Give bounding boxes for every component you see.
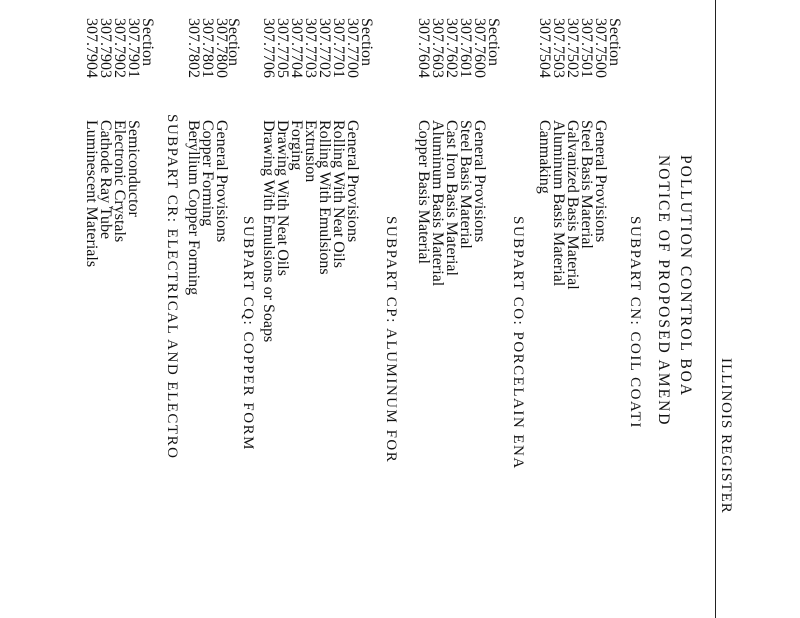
section-title: General Provisions bbox=[213, 120, 230, 243]
section-number: 307.7600 bbox=[471, 18, 488, 78]
section-title: Aluminum Basis Material bbox=[429, 120, 446, 287]
section-number: 307.7801 bbox=[199, 18, 216, 78]
section-title: Cathode Ray Tube bbox=[97, 120, 114, 240]
section-title: General Provisions bbox=[471, 120, 488, 243]
subpart-co-heading: SUBPART CO: PORCELAIN ENA bbox=[510, 216, 526, 470]
section-number: 307.7604 bbox=[415, 18, 432, 78]
section-number: 307.7903 bbox=[97, 18, 114, 78]
header-rule bbox=[715, 0, 716, 618]
section-title: Canmaking bbox=[536, 120, 553, 194]
subpart-cr-heading: SUBPART CR: ELECTRICAL AND ELECTRO bbox=[164, 114, 180, 460]
section-number: 307.7704 bbox=[288, 18, 305, 78]
section-number: 307.7500 bbox=[592, 18, 609, 78]
section-number: 307.7902 bbox=[111, 18, 128, 78]
section-title: Rolling With Emulsions bbox=[316, 120, 333, 275]
section-number: 307.7705 bbox=[274, 18, 291, 78]
section-title: General Provisions bbox=[592, 120, 609, 243]
section-number: 307.7703 bbox=[302, 18, 319, 78]
section-number: 307.7602 bbox=[443, 18, 460, 78]
subpart-cq-heading: SUBPART CQ: COPPER FORM bbox=[240, 216, 256, 451]
section-title: Electronic Crystals bbox=[111, 120, 128, 243]
section-title: Forging bbox=[288, 120, 305, 171]
section-title: Extrusion bbox=[302, 120, 319, 183]
section-number: 307.7701 bbox=[330, 18, 347, 78]
title-line-1: POLLUTION CONTROL BOA bbox=[677, 155, 694, 398]
section-title: Semiconductor bbox=[125, 120, 142, 217]
section-number: 307.7603 bbox=[429, 18, 446, 78]
section-number: 307.7601 bbox=[457, 18, 474, 78]
section-title: Rolling With Neat Oils bbox=[330, 120, 347, 268]
section-number: 307.7501 bbox=[578, 18, 595, 78]
section-title: Steel Basis Material bbox=[457, 120, 474, 249]
section-title: Aluminum Basis Material bbox=[550, 120, 567, 287]
section-title: Drawing With Emulsions or Soaps bbox=[260, 120, 277, 343]
section-number: 307.7504 bbox=[536, 18, 553, 78]
section-title: Copper Forming bbox=[199, 120, 216, 227]
section-label: Section bbox=[139, 18, 156, 66]
section-title: Luminescent Materials bbox=[83, 120, 100, 268]
title-line-2: NOTICE OF PROPOSED AMEND bbox=[655, 155, 672, 427]
section-label: Section bbox=[606, 18, 623, 66]
section-number: 307.7802 bbox=[185, 18, 202, 78]
section-title: Copper Basis Material bbox=[415, 120, 432, 264]
section-title: Beryllium Copper Forming bbox=[185, 120, 202, 296]
section-number: 307.7904 bbox=[83, 18, 100, 78]
section-title: General Provisions bbox=[344, 120, 361, 243]
subpart-cp-heading: SUBPART CP: ALUMINUM FOR bbox=[383, 216, 399, 464]
section-number: 307.7700 bbox=[344, 18, 361, 78]
section-number: 307.7502 bbox=[564, 18, 581, 78]
section-title: Galvanized Basis Material bbox=[564, 120, 581, 290]
section-title: Cast Iron Basis Material bbox=[443, 120, 460, 276]
section-title: Drawing With Neat Oils bbox=[274, 120, 291, 276]
section-number: 307.7503 bbox=[550, 18, 567, 78]
section-number: 307.7800 bbox=[213, 18, 230, 78]
section-label: Section bbox=[225, 18, 242, 66]
section-title: Steel Basis Material bbox=[578, 120, 595, 249]
section-number: 307.7706 bbox=[260, 18, 277, 78]
section-label: Section bbox=[358, 18, 375, 66]
section-number: 307.7702 bbox=[316, 18, 333, 78]
register-header: ILLINOIS REGISTER bbox=[718, 358, 734, 514]
section-label: Section bbox=[485, 18, 502, 66]
section-number: 307.7901 bbox=[125, 18, 142, 78]
subpart-cn-heading: SUBPART CN: COIL COATI bbox=[627, 216, 643, 429]
